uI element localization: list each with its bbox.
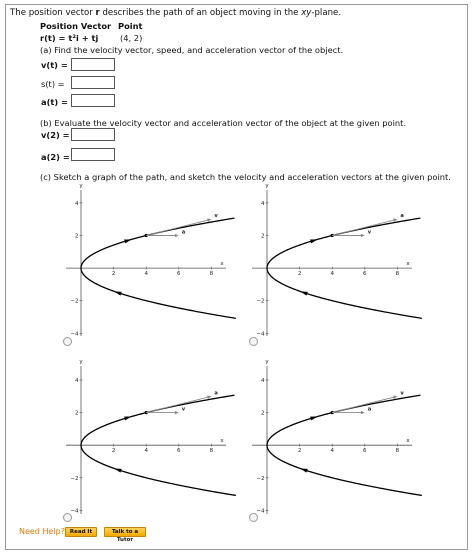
part-b-text: (b) Evaluate the velocity vector and acceleration vector of the object at the given point. — [40, 118, 407, 128]
col-point: Point — [118, 21, 143, 31]
v2-input[interactable] — [71, 128, 115, 141]
vector-v-head — [207, 218, 211, 222]
vector-a-shaft — [146, 397, 207, 412]
x-tick-label: 4 — [144, 271, 148, 278]
graph-option-4[interactable] — [248, 358, 416, 518]
vector-a-head — [361, 411, 365, 415]
direction-arrow — [114, 291, 121, 295]
vector-v-head — [361, 234, 365, 238]
vector-a-head — [207, 396, 211, 400]
v-t-label: v(t) = — [41, 60, 68, 70]
y-tick-label: 2 — [261, 410, 265, 417]
vector-v-label: v — [400, 390, 404, 397]
x-tick-label: 2 — [111, 448, 116, 455]
x-tick-label: 4 — [330, 271, 334, 278]
intro-text: The position vector — [10, 8, 96, 18]
part-a-text: (a) Find the velocity vector, speed, and acceleration vector of the object. — [40, 45, 344, 55]
y-tick-label: −4 — [256, 508, 265, 515]
a-t-label: a(t) = — [41, 97, 68, 107]
x-axis-label: x — [406, 438, 410, 445]
direction-arrow — [124, 416, 131, 420]
vector-a-head — [393, 218, 397, 222]
y-tick-label: −2 — [256, 475, 265, 482]
graph-option-3-radio[interactable] — [63, 513, 72, 522]
vector-v-head — [393, 396, 397, 400]
intro-vector: r — [95, 8, 100, 18]
part-c-text: (c) Sketch a graph of the path, and sketch the velocity and acceleration vectors at the given point. — [40, 172, 451, 182]
a-t-input[interactable] — [71, 94, 115, 107]
x-axis-label: x — [220, 438, 224, 445]
y-tick-label: 4 — [75, 200, 79, 207]
x-tick-label: 8 — [209, 448, 214, 455]
graph-option-2[interactable] — [248, 182, 416, 340]
y-axis-label: y — [265, 183, 269, 189]
y-tick-label: 4 — [261, 200, 265, 207]
r-definition: r(t) = t²i + tj — [40, 33, 99, 43]
given-point: (4, 2) — [120, 33, 143, 43]
talk-to-tutor-button[interactable]: Talk to a Tutor — [104, 527, 146, 537]
vector-a-label: a — [181, 229, 186, 236]
vector-v-label: v — [181, 406, 186, 413]
y-tick-label: 2 — [75, 410, 79, 417]
graph-option-1[interactable] — [62, 182, 230, 340]
x-axis-label: x — [406, 261, 410, 268]
vector-a-shaft — [332, 220, 393, 235]
y-tick-label: −4 — [256, 331, 265, 338]
x-tick-label: 6 — [177, 448, 181, 455]
direction-arrow — [310, 416, 317, 420]
v2-label: v(2) = — [41, 130, 70, 140]
y-axis-label: y — [265, 359, 269, 365]
x-tick-label: 6 — [177, 271, 181, 278]
graph-option-4-radio[interactable] — [249, 513, 258, 522]
vector-v-label: v — [367, 229, 372, 236]
y-tick-label: −2 — [70, 475, 79, 482]
vector-a-label: a — [214, 390, 218, 397]
s-t-label: s(t) = — [41, 79, 65, 89]
vector-v-shaft — [146, 220, 207, 235]
y-tick-label: −2 — [70, 298, 79, 305]
direction-arrow — [300, 291, 307, 295]
y-tick-label: 4 — [75, 378, 79, 384]
vector-v-label: v — [214, 213, 218, 220]
x-tick-label: 4 — [330, 448, 334, 455]
a2-label: a(2) = — [41, 152, 70, 162]
y-axis-label: y — [79, 359, 83, 365]
y-tick-label: −2 — [256, 298, 265, 305]
question-intro — [10, 8, 341, 18]
graph-option-1-radio[interactable] — [63, 337, 72, 346]
vector-v-head — [175, 411, 179, 415]
vector-a-head — [175, 234, 179, 238]
y-tick-label: 2 — [75, 233, 79, 240]
intro-plane: xy — [301, 8, 312, 18]
direction-arrow — [124, 239, 131, 243]
x-axis-label: x — [220, 261, 224, 268]
graph-option-2-radio[interactable] — [249, 337, 258, 346]
x-tick-label: 2 — [297, 271, 302, 278]
y-tick-label: −4 — [70, 331, 79, 338]
y-tick-label: −4 — [70, 508, 79, 515]
direction-arrow — [300, 469, 307, 473]
intro-text-end: -plane. — [311, 8, 342, 18]
vector-a-label: a — [367, 406, 372, 413]
graph-option-3[interactable] — [62, 358, 230, 518]
y-axis-label: y — [79, 183, 83, 189]
vector-v-shaft — [332, 397, 393, 412]
x-tick-label: 4 — [144, 448, 148, 455]
x-tick-label: 8 — [395, 448, 400, 455]
col-position-vector: Position Vector — [40, 21, 112, 31]
x-tick-label: 6 — [363, 448, 367, 455]
x-tick-label: 2 — [111, 271, 116, 278]
vector-a-label: a — [400, 213, 404, 220]
need-help-label: Need Help? — [19, 527, 65, 536]
direction-arrow — [310, 239, 317, 243]
x-tick-label: 8 — [209, 271, 214, 278]
y-tick-label: 4 — [261, 378, 265, 384]
x-tick-label: 6 — [363, 271, 367, 278]
read-it-button[interactable]: Read It — [65, 527, 97, 537]
s-t-input[interactable] — [71, 76, 115, 89]
direction-arrow — [114, 469, 121, 473]
y-tick-label: 2 — [261, 233, 265, 240]
v-t-input[interactable] — [71, 58, 115, 71]
x-tick-label: 2 — [297, 448, 302, 455]
x-tick-label: 8 — [395, 271, 400, 278]
intro-text-mid: describes the path of an object moving in the — [99, 8, 302, 18]
a2-input[interactable] — [71, 148, 115, 161]
